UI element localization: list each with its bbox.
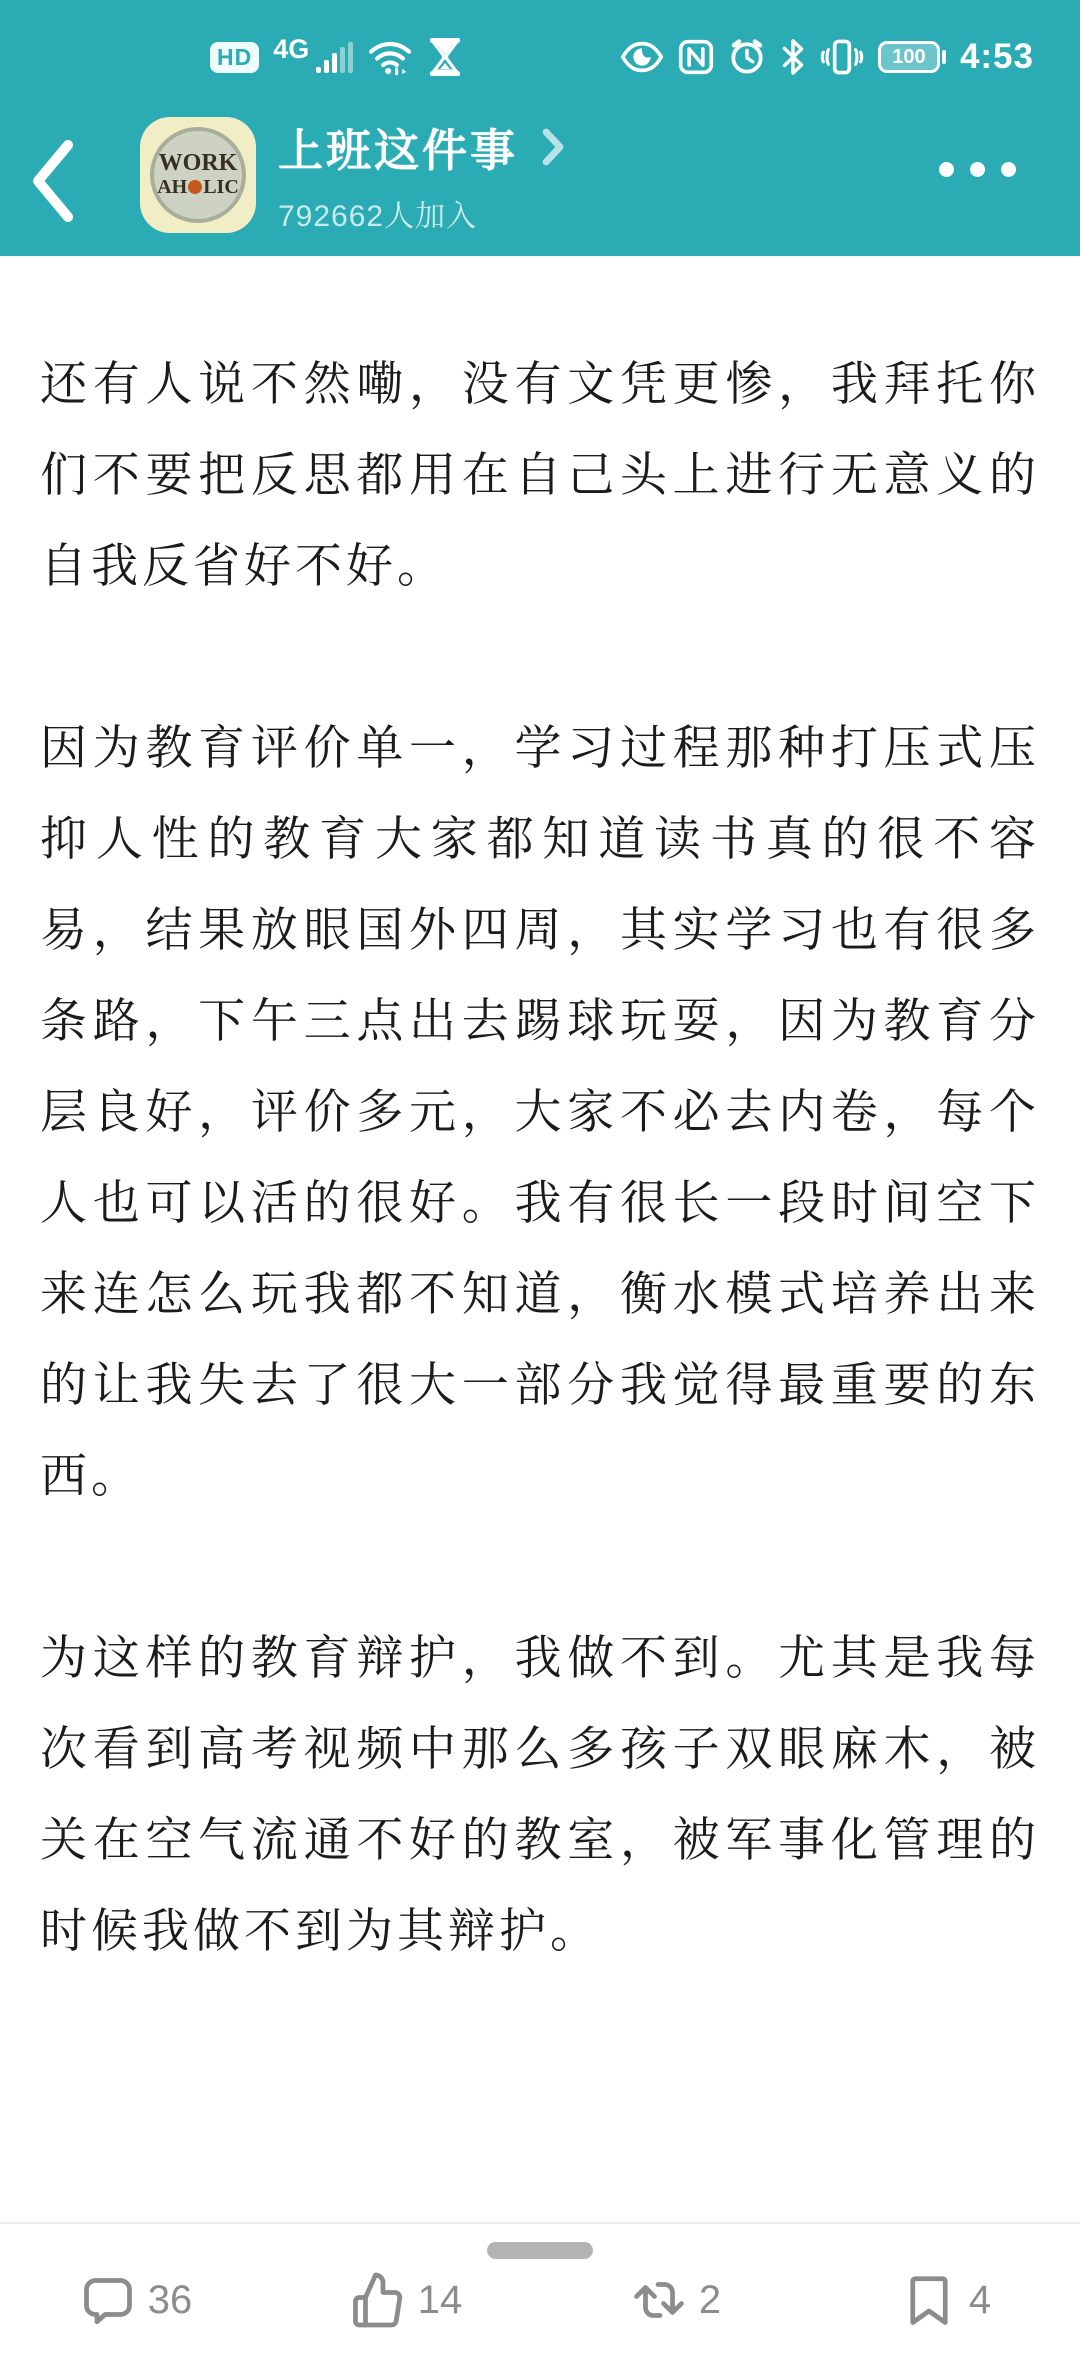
battery-level: 100 <box>892 45 926 68</box>
post-paragraph: 为这样的教育辩护，我做不到。尤其是我每次看到高考视频中那么多孩子双眼麻木，被关在空气流通不好的教室，被军事化管理的时候我做不到为其辩护。 <box>40 1631 1040 1957</box>
eye-protection-icon <box>620 41 664 73</box>
group-meta <box>278 114 566 235</box>
comment-icon <box>78 2270 138 2330</box>
post-content <box>0 256 1080 2222</box>
bluetooth-icon <box>780 38 806 76</box>
bottom-action-bar <box>0 2222 1080 2376</box>
status-left-group <box>210 33 463 77</box>
vibrate-icon <box>820 38 864 76</box>
group-title[interactable]: 上班这件事 <box>278 125 519 176</box>
more-menu-button[interactable] <box>939 162 1016 177</box>
signal-bars-icon <box>316 42 353 73</box>
signal-bars <box>273 33 353 73</box>
post-paragraph: 因为教育评价单一，学习过程那种打压式压抑人性的教育大家都知道读书真的很不容易，结果放眼国外四周，其实学习也有很多条路，下午三点出去踢球玩耍，因为教育分层良好，评价多元，大家不必去内卷，每个人也可以活的很好。我有很长一段时间空下来连怎么玩我都不知道，衡水模式培养出来的让我失去了很大一部分我觉得最重要的东西。 <box>40 721 1040 1502</box>
group-members-count: 792662人加入 <box>278 200 478 233</box>
repost-button[interactable] <box>540 2270 810 2330</box>
network-type-label: 4G <box>273 33 310 64</box>
status-right-group <box>620 37 1034 77</box>
hd-badge: HD <box>210 42 259 73</box>
back-button[interactable] <box>26 136 86 226</box>
chevron-right-icon <box>540 127 566 167</box>
back-chevron-icon <box>26 137 78 225</box>
status-bar <box>0 0 1080 100</box>
like-count: 14 <box>417 2277 463 2322</box>
post-paragraph: 还有人说不然嘞，没有文凭更惨，我拜托你们不要把反思都用在自己头上进行无意义的自我反省好不好。 <box>40 357 1040 592</box>
repost-count: 2 <box>698 2277 722 2322</box>
bookmark-icon <box>899 2270 959 2330</box>
nfc-icon <box>678 39 714 75</box>
like-button[interactable] <box>270 2270 540 2330</box>
hourglass-icon <box>427 37 463 77</box>
group-avatar[interactable] <box>140 117 256 233</box>
post-text <box>40 338 1040 1976</box>
comment-count: 36 <box>147 2277 193 2322</box>
group-header[interactable] <box>140 114 566 235</box>
avatar-orange-dot <box>188 180 202 194</box>
sheet-drag-handle[interactable] <box>487 2242 593 2259</box>
avatar-text-line2: AH LIC <box>157 175 239 198</box>
bookmark-button[interactable] <box>810 2270 1080 2330</box>
more-menu-icon <box>939 162 954 177</box>
status-time: 4:53 <box>959 37 1034 76</box>
bookmark-count: 4 <box>968 2277 992 2322</box>
avatar-text-line1: WORK <box>158 150 238 177</box>
avatar-logo <box>150 127 246 223</box>
thumbs-up-icon <box>348 2270 408 2330</box>
comment-button[interactable] <box>0 2270 270 2330</box>
nav-bar <box>0 100 1080 256</box>
battery-icon <box>878 41 946 73</box>
header-area <box>0 0 1080 256</box>
wifi-icon <box>367 38 413 76</box>
repost-icon <box>629 2270 689 2330</box>
alarm-icon <box>728 38 766 76</box>
